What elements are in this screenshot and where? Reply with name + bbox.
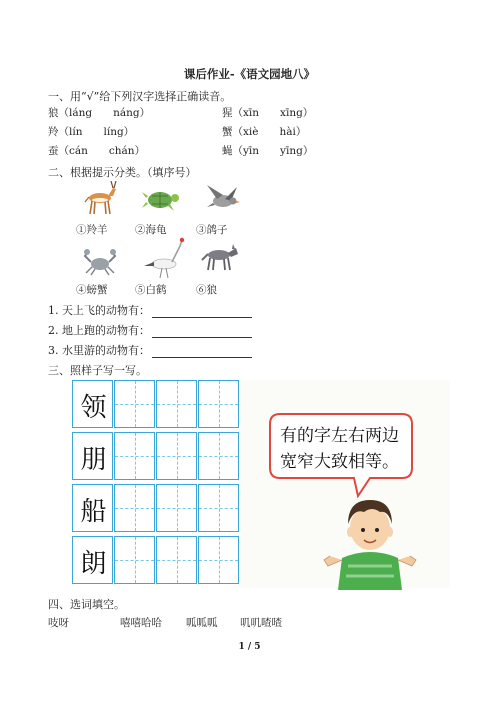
pinyin-item: 猩（xīn xīng） [222, 107, 314, 119]
pinyin-item: 羚（lín líng） [48, 126, 135, 138]
question-line [48, 342, 252, 358]
writing-row [72, 380, 240, 428]
antelope-icon [80, 180, 120, 218]
writing-row [72, 484, 240, 532]
writing-cell[interactable] [156, 536, 197, 584]
sample-character: 朋 [80, 444, 107, 475]
word-option: 呱呱呱 [186, 617, 218, 629]
answer-blank[interactable] [152, 307, 252, 318]
question-text: 2. 地上跑的动物有： [48, 324, 150, 337]
word-option: 吱呀 [48, 617, 69, 629]
section1-heading: 一、用“√”给下列汉字选择正确读音。 [48, 90, 232, 103]
animal-label: ③鸽子 [196, 224, 228, 236]
animal-label: ②海龟 [135, 224, 167, 236]
writing-cell[interactable] [156, 484, 197, 532]
sample-character: 船 [80, 496, 107, 527]
pinyin-item: 狼（láng náng） [48, 107, 151, 119]
page-title: 课后作业-《语文园地八》 [183, 67, 316, 81]
animal-label: ①羚羊 [76, 224, 108, 236]
writing-cell[interactable] [114, 484, 155, 532]
writing-row [72, 432, 240, 480]
bubble-text-line2: 宽窄大致相等。 [280, 452, 399, 472]
section4-heading: 四、选词填空。 [48, 598, 125, 611]
writing-cell[interactable] [198, 536, 239, 584]
bubble-text-line1: 有的字左右两边 [280, 426, 399, 446]
animal-label: ④螃蟹 [76, 284, 108, 296]
animal-label: ⑥狼 [196, 284, 217, 296]
boy-illustration [322, 488, 418, 590]
answer-blank[interactable] [152, 347, 252, 358]
pinyin-item: 蝇（yīn yīng） [222, 145, 314, 157]
writing-cell[interactable] [198, 484, 239, 532]
answer-blank[interactable] [152, 327, 252, 338]
question-text: 3. 水里游的动物有： [48, 344, 150, 357]
crane-icon [140, 236, 186, 280]
pinyin-item: 蚕（cán chán） [48, 145, 146, 157]
question-line [48, 322, 252, 338]
pigeon-icon [203, 181, 243, 217]
word-option: 叽叽喳喳 [240, 617, 282, 629]
page-number: 1 / 5 [238, 642, 261, 652]
writing-cell[interactable] [156, 380, 197, 428]
writing-cell[interactable] [114, 536, 155, 584]
writing-cell[interactable] [198, 432, 239, 480]
sample-character: 领 [80, 392, 107, 423]
writing-cell[interactable] [156, 432, 197, 480]
animal-label: ⑤白鹤 [135, 284, 167, 296]
section2-heading: 二、根据提示分类。（填序号） [48, 166, 197, 179]
question-text: 1. 天上飞的动物有： [48, 304, 150, 317]
writing-cell[interactable] [198, 380, 239, 428]
section3-heading: 三、照样子写一写。 [48, 364, 147, 377]
writing-row [72, 536, 240, 584]
question-line [48, 302, 252, 318]
writing-cell[interactable] [114, 432, 155, 480]
pinyin-item: 蟹（xiè hài） [222, 126, 307, 138]
writing-cell[interactable] [114, 380, 155, 428]
word-option: 嘻嘻哈哈 [120, 617, 162, 629]
sea-turtle-icon [140, 184, 182, 216]
crab-icon [82, 246, 118, 278]
sample-character: 朗 [80, 548, 107, 579]
wolf-icon [201, 240, 241, 274]
